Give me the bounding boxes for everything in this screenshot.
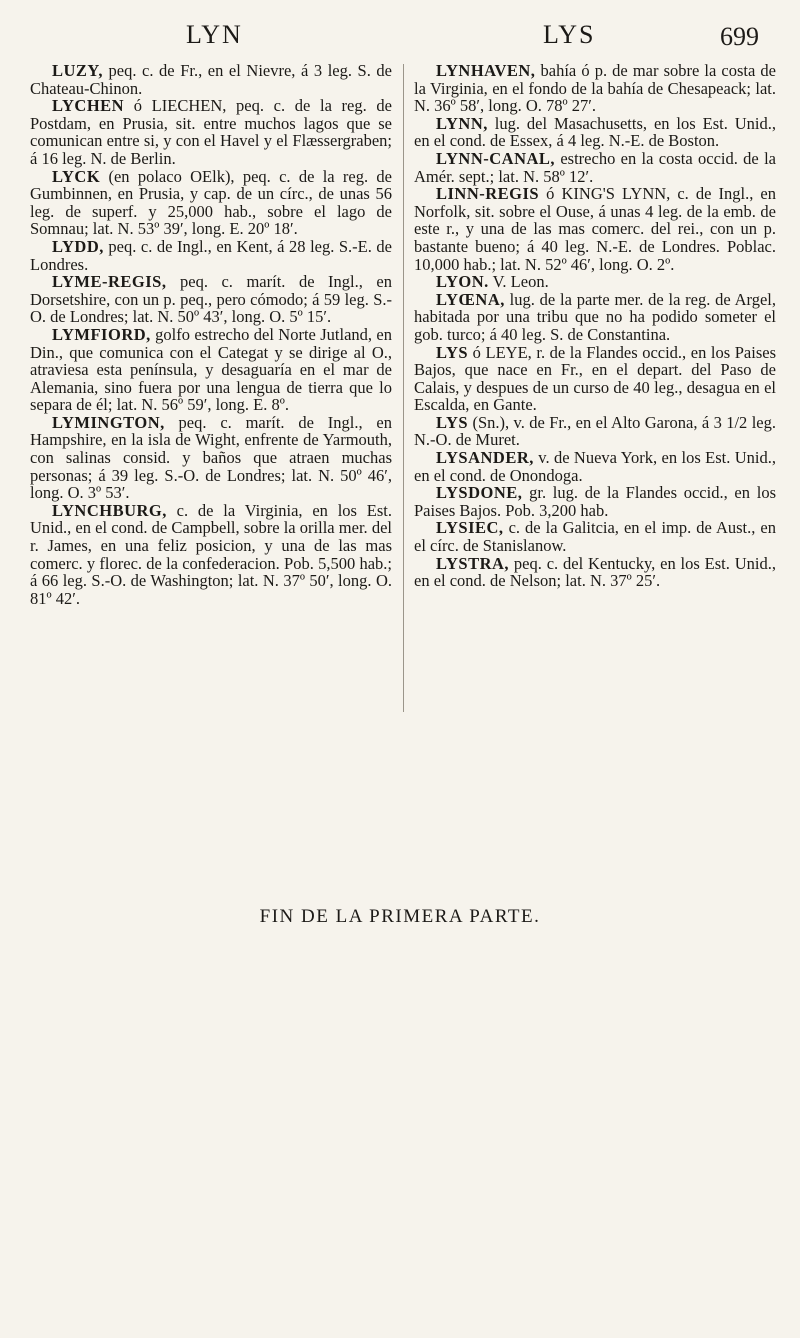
entry-definition: lug. de la parte mer. de la reg. de Argel, habitada por una tribu que no ha podido someter el gob. turco; á 40 leg. S. de Constantina.: [414, 289, 776, 344]
entry-definition: peq. c. marít. de Ingl., en Hampshire, en la isla de Wight, enfrente de Yarmouth, con salinas consid. y baños que atraen muchas personas; á 39 leg. S.-O. de Londres; lat. N. 50º 46′, long. O. 3º 53′.: [30, 412, 392, 503]
entry-headword: LYME-REGIS,: [52, 272, 167, 292]
entry-definition: peq. c. del Kentucky, en los Est. Unid., en el cond. de Nelson; lat. N. 37º 25′.: [414, 553, 776, 591]
right-column: [414, 62, 776, 590]
entry-definition: lug. del Masachusetts, en los Est. Unid., en el cond. de Essex, á 4 leg. N.-E. de Boston.: [414, 113, 776, 151]
entry-definition: c. de la Virginia, en los Est. Unid., en el cond. de Campbell, sobre la orilla mer. del r. James, en una feliz posicion, y una de las mas comerc. y florec. de la confederacion. Pob. 5,500 hab.; á 66 leg. S.-O. de Washington; lat. N. 37º 50′, long. O. 81º 42′.: [30, 500, 392, 608]
dictionary-entry: [414, 519, 776, 554]
header-left-guideword: LYN: [186, 20, 243, 49]
entry-definition: peq. c. marít. de Ingl., en Dorsetshire, con un p. peq., pero cómodo; á 59 leg. S.-O. de Londres; lat. N. 50º 43′, long. O. 5º 15′.: [30, 272, 392, 327]
entry-headword: LYS: [436, 412, 469, 432]
entry-definition: V. Leon.: [488, 272, 549, 292]
entry-headword: LYSTRA,: [436, 553, 510, 573]
dictionary-entry: [30, 97, 392, 167]
end-of-part-notice: FIN DE LA PRIMERA PARTE.: [259, 906, 541, 927]
entry-headword: LYNN,: [436, 113, 488, 133]
dictionary-entry: [30, 62, 392, 97]
entry-definition: golfo estrecho del Norte Jutland, en Din., que comunica con el Categat y se dirige al O., atraviesa esta península, y desaguaría en el mar de Alemania, sino fuera por una lengua de tierra que lo separa de él; lat. N. 56º 59′, long. E. 8º.: [30, 324, 392, 415]
header-right-guideword: LYS: [543, 20, 596, 49]
left-column: [30, 62, 392, 607]
dictionary-entry: [414, 185, 776, 273]
entry-headword: LYNN-CANAL,: [436, 148, 556, 168]
dictionary-entry: [30, 414, 392, 502]
dictionary-entry: [414, 62, 776, 115]
running-header: [0, 18, 800, 58]
entry-definition: peq. c. de Ingl., en Kent, á 28 leg. S.-E. de Londres.: [30, 236, 392, 274]
entry-headword: LYNHAVEN,: [436, 61, 536, 80]
dictionary-entry: [414, 414, 776, 449]
entry-headword: LYSDONE,: [436, 483, 523, 503]
entry-headword: LYCHEN: [52, 96, 125, 116]
entry-headword: LYDD,: [52, 236, 104, 256]
dictionary-entry: [414, 150, 776, 185]
entry-definition: (Sn.), v. de Fr., en el Alto Garona, á 3 1/2 leg. N.-O. de Muret.: [414, 412, 776, 450]
dictionary-entry: [414, 273, 776, 291]
entry-headword: LYSANDER,: [436, 448, 534, 468]
entry-definition: gr. lug. de la Flandes occid., en los Paises Bajos. Pob. 3,200 hab.: [414, 483, 776, 520]
entry-definition: bahía ó p. de mar sobre la costa de la Virginia, en el fondo de la bahía de Chesapeack; lat. N. 36º 58′, long. O. 78º 27′.: [414, 61, 776, 116]
dictionary-entry: [30, 168, 392, 238]
dictionary-entry: [414, 449, 776, 484]
dictionary-entry: [414, 484, 776, 519]
entry-definition: ó KING'S LYNN, c. de Ingl., en Norfolk, sit. sobre el Ouse, á unas 4 leg. de la emb. de este r., y una de las mas comerc. del rei., con un p. bastante bueno; á 40 leg. N.-E. de Londres. Poblac. 10,000 hab.; lat. N. 52º 46′, long. O. 2º.: [414, 184, 776, 274]
dictionary-entry: [414, 555, 776, 590]
entry-headword: LYCK: [52, 166, 101, 186]
dictionary-entry: [30, 326, 392, 414]
entry-definition: estrecho en la costa occid. de la Amér. sept.; lat. N. 58º 12′.: [414, 148, 776, 186]
dictionary-entry: [30, 273, 392, 326]
column-divider: [403, 64, 404, 712]
entry-headword: LYŒNA,: [436, 289, 505, 309]
dictionary-entry: [414, 291, 776, 344]
entry-headword: LUZY,: [52, 61, 103, 80]
dictionary-entry: [414, 344, 776, 414]
dictionary-entry: [30, 502, 392, 608]
entry-headword: LYON.: [436, 272, 489, 292]
dictionary-entry: [30, 238, 392, 273]
page-number: 699: [720, 22, 759, 51]
dictionary-entry: [414, 115, 776, 150]
entry-definition: c. de la Galitcia, en el imp. de Aust., en el círc. de Stanislanow.: [414, 518, 776, 556]
entry-headword: LYS: [436, 342, 469, 362]
entry-definition: (en polaco OElk), peq. c. de la reg. de Gumbinnen, en Prusia, y cap. de un círc., de unas 56 leg. de superf. y 25,000 hab., sobre el lago de Somnau; lat. N. 53º 39′, long. E. 20º 18′.: [30, 166, 392, 239]
entry-headword: LYNCHBURG,: [52, 500, 167, 520]
entry-headword: LYSIEC,: [436, 518, 504, 538]
entry-definition: v. de Nueva York, en los Est. Unid., en el cond. de Onondoga.: [414, 448, 776, 485]
entry-definition: ó LEYE, r. de la Flandes occid., en los Paises Bajos, que nace en Fr., en el depart. del Paso de Calais, y despues de un curso de 40 leg., desagua en el Escalda, en Gante.: [414, 342, 776, 415]
entry-headword: LYMFIORD,: [52, 324, 151, 344]
entry-definition: peq. c. de Fr., en el Nievre, á 3 leg. S. de Chateau-Chinon.: [30, 61, 392, 98]
entry-definition: ó LIECHEN, peq. c. de la reg. de Postdam, en Prusia, sit. entre muchos lagos que se comunican entre si, y con el Havel y el Flæssergraben; á 16 leg. N. de Berlin.: [30, 96, 392, 168]
entry-headword: LYMINGTON,: [52, 412, 165, 432]
entry-headword: LINN-REGIS: [436, 184, 540, 204]
